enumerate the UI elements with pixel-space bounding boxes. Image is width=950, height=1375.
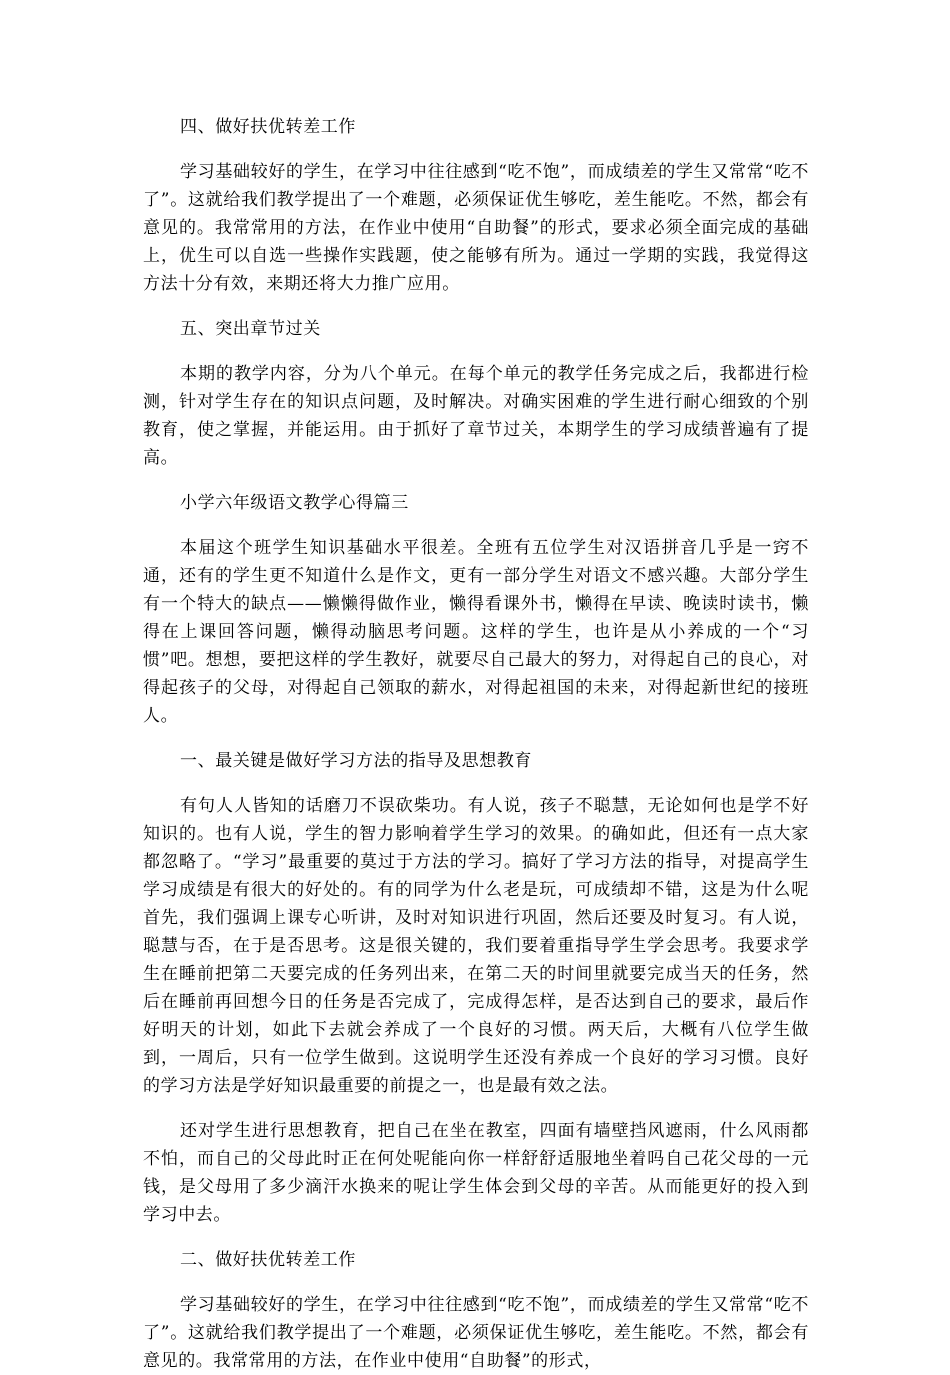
article-title-part-three: 小学六年级语文教学心得篇三 (180, 493, 409, 513)
document-body (143, 113, 809, 1375)
paragraph-fuyou-zhuancha-2: 学习基础较好的学生，在学习中往往感到“吃不饱”，而成绩差的学生又常常“吃不了”。这就给我们教学提出了一个难题，必须保证优生够吃，差生能吃。不然，都会有意见的。我常常用的方法，在作业中使用“自助餐”的形式， (143, 1295, 809, 1371)
paragraph-class-introduction: 本届这个班学生知识基础水平很差。全班有五位学生对汉语拼音几乎是一窍不通，还有的学生更不知道什么是作文，更有一部分学生对语文不感兴趣。大部分学生有一个特大的缺点——懒懒得做作业，懒得看课外书，懒得在早读、晚读时读书，懒得在上课回答问题，懒得动脑思考问题。这样的学生，也许是从小养成的一个“习惯”吧。想想，要把这样的学生教好，就要尽自己最大的努力，对得起自己的良心，对得起孩子的父母，对得起自己领取的薪水，对得起祖国的未来，对得起新世纪的接班人。 (143, 538, 809, 726)
section-heading-zhangjie-guoguan: 五、突出章节过关 (180, 319, 321, 339)
section-heading-fuyou-zhuancha-2: 二、做好扶优转差工作 (180, 1250, 356, 1270)
paragraph-fuyou-zhuancha: 学习基础较好的学生，在学习中往往感到“吃不饱”，而成绩差的学生又常常“吃不了”。这就给我们教学提出了一个难题，必须保证优生够吃，差生能吃。不然，都会有意见的。我常常用的方法，在作业中使用“自助餐”的形式，要求必须全面完成的基础上，优生可以自选一些操作实践题，使之能够有所为。通过一学期的实践，我觉得这方法十分有效，来期还将大力推广应用。 (143, 162, 809, 294)
section-heading-fuyou-zhuancha: 四、做好扶优转差工作 (180, 117, 356, 137)
paragraph-zhangjie-guoguan: 本期的教学内容，分为八个单元。在每个单元的教学任务完成之后，我都进行检测，针对学生存在的知识点问题，及时解决。对确实困难的学生进行耐心细致的个别教育，使之掌握，并能运用。由于抓好了章节过关，本期学生的学习成绩普遍有了提高。 (143, 364, 809, 468)
section-heading-study-methods: 一、最关键是做好学习方法的指导及思想教育 (180, 751, 532, 771)
paragraph-study-methods: 有句人人皆知的话磨刀不误砍柴功。有人说，孩子不聪慧，无论如何也是学不好知识的。也有人说，学生的智力影响着学生学习的效果。的确如此，但还有一点大家都忽略了。“学习”最重要的莫过于方法的学习。搞好了学习方法的指导，对提高学生学习成绩是有很大的好处的。有的同学为什么老是玩，可成绩却不错，这是为什么呢首先，我们强调上课专心听讲，及时对知识进行巩固，然后还要及时复习。有人说，聪慧与否，在于是否思考。这是很关键的，我们要着重指导学生学会思考。我要求学生在睡前把第二天要完成的任务列出来，在第二天的时间里就要完成当天的任务，然后在睡前再回想今日的任务是否完成了，完成得怎样，是否达到自己的要求，最后作好明天的计划，如此下去就会养成了一个良好的习惯。两天后，大概有八位学生做到，一周后，只有一位学生做到。这说明学生还没有养成一个良好的学习习惯。良好的学习方法是学好知识最重要的前提之一，也是最有效之法。 (143, 796, 809, 1096)
paragraph-moral-education: 还对学生进行思想教育，把自己在坐在教室，四面有墙壁挡风遮雨，什么风雨都不怕，而自己的父母此时正在何处呢能向你一样舒舒适服地坐着吗自己花父母的一元钱，是父母用了多少滴汗水换来的呢让学生体会到父母的辛苦。从而能更好的投入到学习中去。 (143, 1121, 809, 1225)
